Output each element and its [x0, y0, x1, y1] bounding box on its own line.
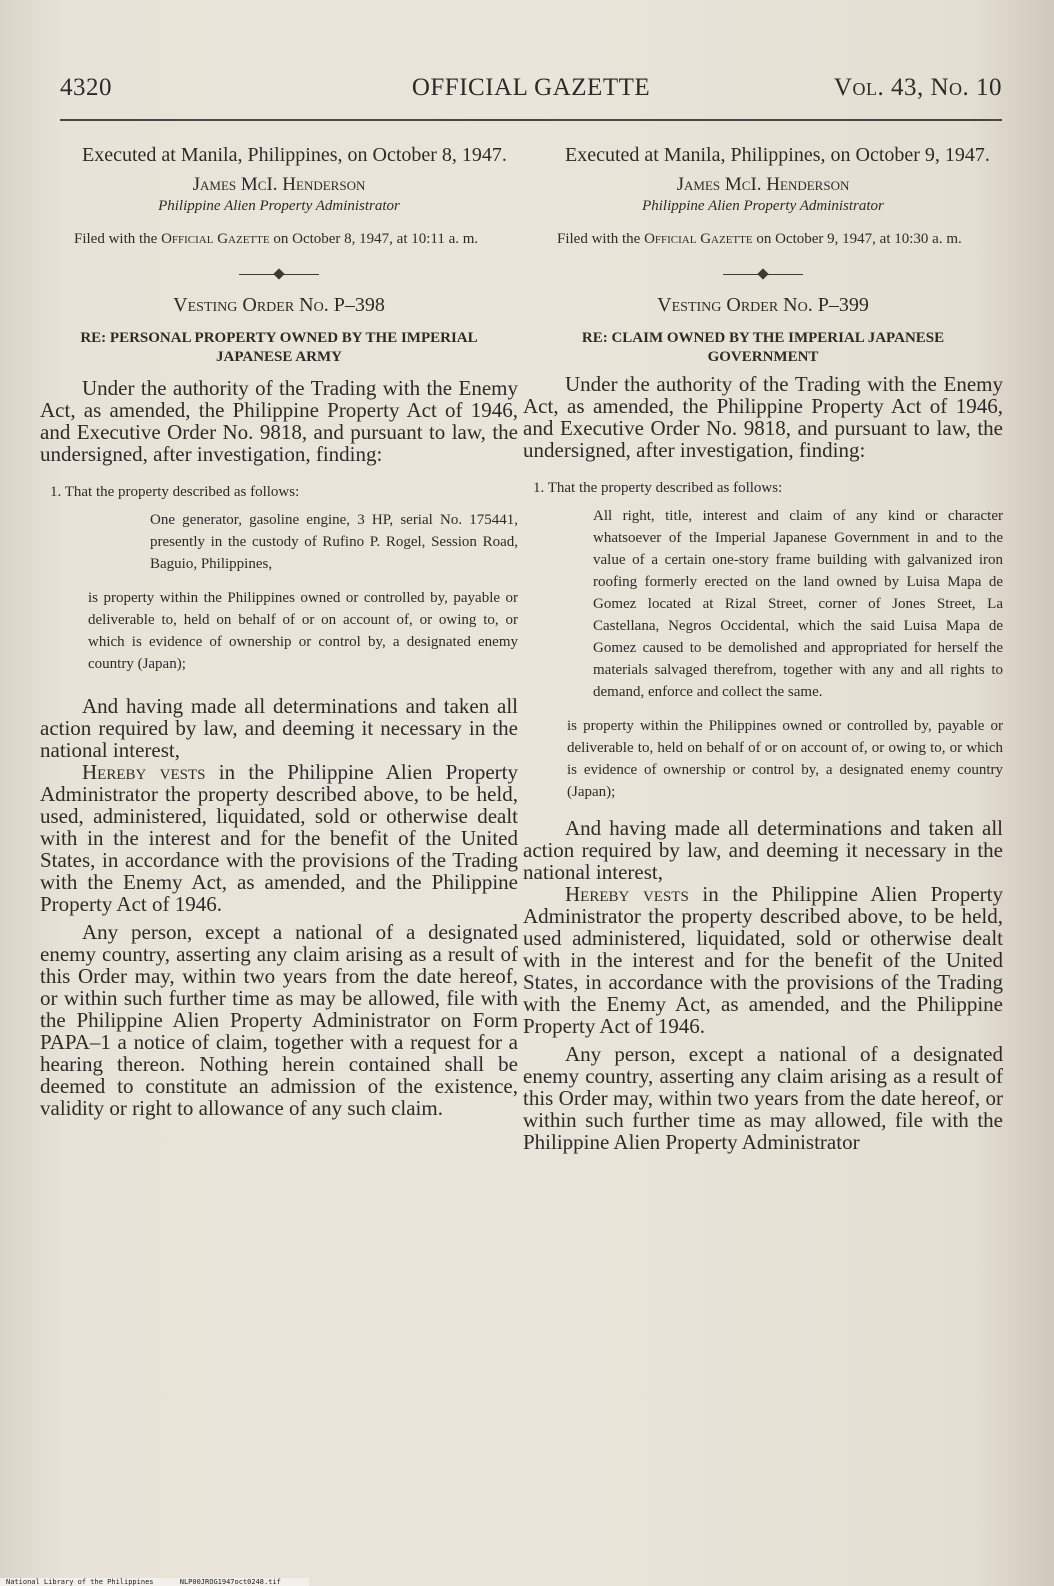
filed-prefix: Filed with the — [557, 231, 641, 247]
right-column — [523, 144, 1003, 1153]
filed-gazette-name: Official Gazette — [644, 231, 753, 247]
filed-gazette-name: Official Gazette — [161, 231, 270, 247]
left-column — [40, 144, 518, 1119]
page-number: 4320 — [60, 74, 112, 101]
page-header — [60, 74, 1002, 108]
signer-title: Philippine Alien Property Administrator — [642, 198, 884, 214]
property-clause: is property within the Philippines owned or controlled by, payable or deliverable to, held on behalf of or on account of, or owing to, or which is evidence of ownership or control by, a designated enemy country (Japan); — [567, 718, 1003, 800]
library-credit: National Library of the Philippines — [6, 1578, 154, 1586]
property-description: All right, title, interest and claim of any kind or character whatsoever of the Imperial Japanese Government in and to the value of a certain one-story frame building with galvanized iron roofing formerly erected on the land owned by Luisa Mapa de Gomez located at Rizal Street, corner of Jones Street, La Castellana, Negros Occidental, which the said Luisa Mapa de Gomez caused to be demolished and appropriated for herself the materials salvaged therefrom, together with any and all rights to demand, enforce and collect the same. — [593, 508, 1003, 700]
section-separator — [239, 268, 319, 282]
filed-notice — [40, 229, 518, 250]
vests-paragraph — [523, 883, 1003, 1037]
order-intro: Under the authority of the Trading with the Enemy Act, as amended, the Philippine Property Act of 1946, and Executive Order No. 9818, and pursuant to law, the undersigned, after investigation, finding: — [523, 372, 1003, 462]
determinations-paragraph: And having made all determinations and taken all action required by law, and deeming it necessary in the national interest, — [40, 694, 518, 762]
scan-file-id: NLP00JROG1947oct0248.tif — [179, 1578, 281, 1586]
vests-text: in the Philippine Alien Property Administrator the property described above, to be held, used, administered, liquidated, sold or otherwise dealt with in the interest and for the benefit of the United States, in accordance with the provisions of the Trading with the Enemy Act, as amended, and the Philippine Property Act of 1946. — [40, 760, 518, 916]
claims-paragraph: Any person, except a national of a designated enemy country, asserting any claim arising as a result of this Order may, within two years from the date hereof, or within such further time as may be allowed, file with the Philippine Alien Property Administrator on Form PAPA–1 a notice of claim, together with a request for a hearing thereon. Nothing herein contained shall be deemed to constitute an admission of the existence, validity or right to allowance of any such claim. — [40, 920, 518, 1120]
filed-suffix: on October 9, 1947, at 10:30 a. m. — [756, 231, 962, 247]
vesting-order-title: Vesting Order No. P–399 — [657, 294, 869, 316]
volume-number: Vol. 43, No. 10 — [833, 74, 1002, 101]
scan-footer — [0, 1578, 309, 1586]
property-description: One generator, gasoline engine, 3 HP, serial No. 175441, presently in the custody of Rufino P. Rogel, Session Road, Baguio, Philippines, — [150, 512, 518, 572]
order-subject: RE: PERSONAL PROPERTY OWNED BY THE IMPERIAL JAPANESE ARMY — [80, 330, 478, 365]
vesting-order-title: Vesting Order No. P–398 — [173, 294, 385, 316]
filed-notice — [523, 229, 1003, 250]
determinations-paragraph: And having made all determinations and taken all action required by law, and deeming it necessary in the national interest, — [523, 816, 1003, 884]
vests-caps: Hereby vests — [82, 760, 206, 784]
header-rule — [60, 119, 1002, 121]
executed-statement: Executed at Manila, Philippines, on October 9, 1947. — [565, 144, 990, 166]
executed-statement: Executed at Manila, Philippines, on October 8, 1947. — [82, 144, 507, 166]
vests-text: in the Philippine Alien Property Administrator the property described above, to be held, used administered, liquidated, sold or otherwise dealt with in the interest and for the benefit of the United States, in accordance with the provisions of the Trading with the Enemy Act, as amended, and the Philippine Property Act of 1946. — [523, 882, 1003, 1038]
signer-name: James McI. Henderson — [192, 174, 366, 195]
finding-item-1: 1. That the property described as follows: — [50, 484, 300, 500]
signer-name: James McI. Henderson — [676, 174, 850, 195]
property-clause: is property within the Philippines owned or controlled by, payable or deliverable to, held on behalf of or on account of, or owing to, or which is evidence of ownership or control by, a designated enemy country (Japan); — [88, 590, 518, 672]
filed-suffix: on October 8, 1947, at 10:11 a. m. — [273, 231, 479, 247]
publication-title: OFFICIAL GAZETTE — [411, 74, 651, 101]
finding-item-1: 1. That the property described as follows: — [533, 480, 783, 496]
signer-title: Philippine Alien Property Administrator — [158, 198, 400, 214]
filed-prefix: Filed with the — [74, 231, 158, 247]
claims-paragraph: Any person, except a national of a designated enemy country, asserting any claim arising as a result of this Order may, within two years from the date hereof, or within such further time as may allowed, file with the Philippine Alien Property Administrator — [523, 1042, 1003, 1154]
order-subject: RE: CLAIM OWNED BY THE IMPERIAL JAPANESE GOVERNMENT — [581, 330, 945, 365]
section-separator — [723, 268, 803, 282]
vests-caps: Hereby vests — [565, 882, 689, 906]
order-intro: Under the authority of the Trading with the Enemy Act, as amended, the Philippine Property Act of 1946, and Executive Order No. 9818, and pursuant to law, the undersigned, after investigation, finding: — [40, 376, 518, 466]
vests-paragraph — [40, 761, 518, 915]
